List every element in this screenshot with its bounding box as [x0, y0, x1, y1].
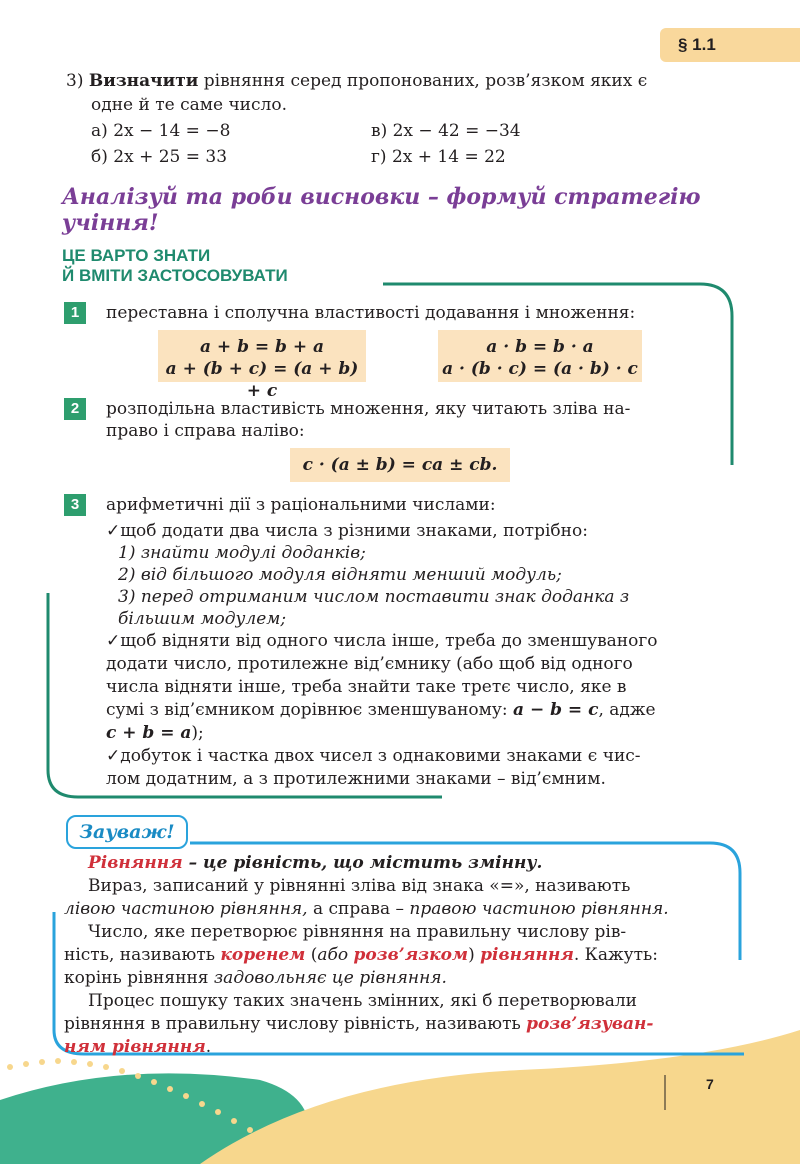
option-g: г) 2x + 14 = 22: [371, 147, 506, 167]
rule-1-number: 1: [64, 302, 86, 324]
exercise-line2: одне й те саме число.: [91, 95, 287, 115]
exercise-3: [66, 70, 746, 170]
exercise-line1: рівняння серед пропонованих, розв’язком яких є: [198, 71, 648, 91]
option-a: а) 2x − 14 = −8: [91, 121, 231, 141]
exercise-number: 3): [66, 71, 84, 91]
formula-box-addition: a + b = b + a a + (b + c) = (a + b) + c: [158, 330, 366, 382]
rule-3-number: 3: [64, 494, 86, 516]
rule-3-intro: арифметичні дії з раціональними числами:: [106, 495, 496, 515]
analyze-heading: Аналізуй та роби висновки – формуй стратегію учіння!: [62, 184, 701, 236]
rule-2-number: 2: [64, 398, 86, 420]
formula-box-multiplication: a · b = b · a a · (b · c) = (a · b) · c: [438, 330, 642, 382]
formula-box-distributive: c · (a ± b) = ca ± cb.: [290, 448, 510, 482]
option-b: б) 2x + 25 = 33: [91, 147, 228, 167]
rule-2-text: розподільна властивість множення, яку читають зліва на- право і справа наліво:: [106, 399, 631, 441]
rule-3-bullet-1: ✓щоб додати два числа з різними знаками, потрібно: 1) знайти модулі доданків; 2) від більшого модуля відняти менший модуль; 3) перед отриманим числом поставити знак доданка з більшим модулем;: [106, 521, 630, 629]
rule-1-text: переставна і сполучна властивості додавання і множення:: [106, 303, 636, 323]
option-v: в) 2x − 42 = −34: [371, 121, 521, 141]
know-heading: ЦЕ ВАРТО ЗНАТИ Й ВМІТИ ЗАСТОСОВУВАТИ: [62, 246, 288, 285]
note-title: Зауваж!: [66, 815, 188, 849]
page-number: 7: [706, 1076, 714, 1092]
exercise-bold-word: Визначити: [88, 71, 199, 91]
rule-3-bullet-3: ✓добуток і частка двох чисел з однаковими знаками є чис- лом додатним, а з протилежними знаками – від’ємним.: [106, 746, 641, 789]
note-body: Рівняння – це рівність, що містить змінну. Вираз, записаний у рівнянні зліва від знака «=», називають лівою частиною рівняння, а справа – правою частиною рівняння. Число, яке перетворює рівняння на правильну числову рів- ність, називають коренем (або розв’язком) рівняння. Кажуть: корінь рівняння задовольняє це рівняння. Процес пошуку таких значень змінних, які б перетворювали рівняння в правильну числову рівність, називають розв’язуван- ням рівняння.: [64, 853, 669, 1057]
rule-3-bullet-2: ✓щоб відняти від одного числа інше, треба до зменшуваного додати число, протилежне від’ємнику (або щоб від одного числа відняти інше, треба знайти таке третє число, яке в сумі з від’ємником дорівнює зменшуваному: a − b = c, адже c + b = a);: [106, 631, 658, 743]
section-marker: § 1.1: [660, 28, 800, 62]
